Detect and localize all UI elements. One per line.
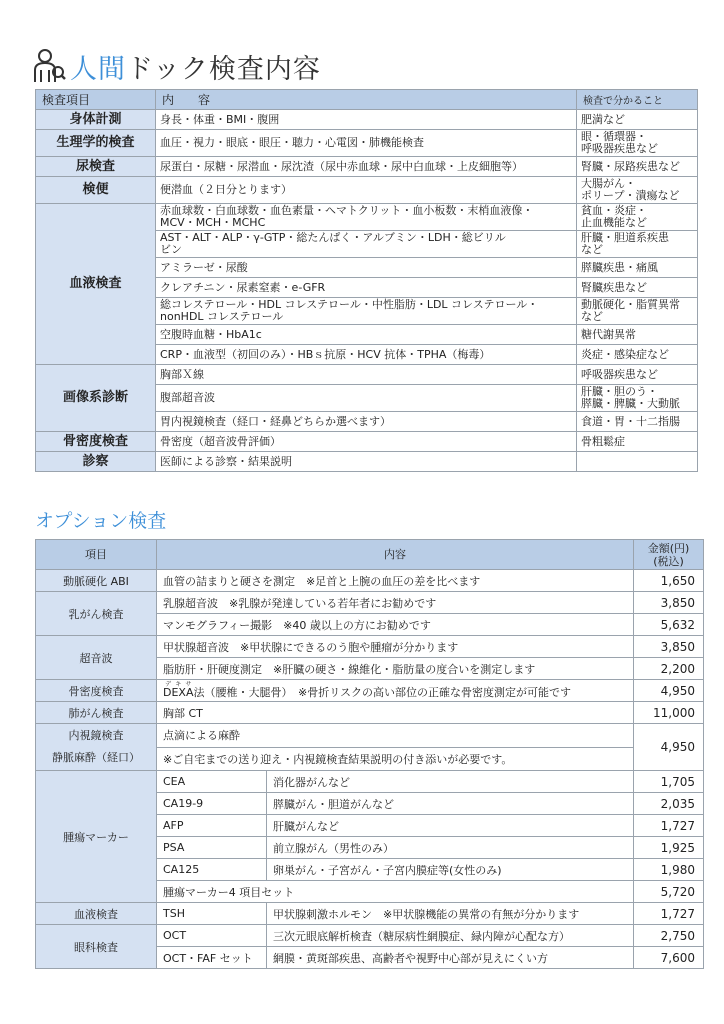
content-cell: 胸部Ｘ線 [156, 365, 577, 385]
option-table [35, 539, 704, 969]
content-cell: 尿蛋白・尿糖・尿潜血・尿沈渣（尿中赤血球・尿中白血球・上皮細胞等） [156, 157, 577, 177]
category-cell: 眼科検査 [36, 925, 157, 969]
category-cell: 動脈硬化 ABI [36, 570, 157, 592]
header-content: 内 容 [156, 90, 577, 110]
marker-name-cell: CEA [157, 771, 267, 793]
table-row [36, 724, 704, 748]
content-note-cell: ※ご自宅までの送り迎え・内視鏡検査結果説明の付き添いが必要です。 [157, 747, 634, 771]
price-cell: 5,720 [634, 881, 704, 903]
price-cell: 3,850 [634, 636, 704, 658]
test-name-cell: OCT [157, 925, 267, 947]
test-desc-cell: 三次元眼底解析検査（糖尿病性網膜症、緑内障が心配な方） [267, 925, 634, 947]
category-cell: 乳がん検査 [36, 592, 157, 636]
content-cell: アミラーゼ・尿酸 [156, 258, 577, 278]
header-item: 検査項目 [36, 90, 156, 110]
content-cell: 身長・体重・BMI・腹囲 [156, 110, 577, 130]
category-cell: 骨密度検査 [36, 680, 157, 702]
content-cell: 腹部超音波 [156, 385, 577, 412]
result-cell: 腎臓疾患など [577, 278, 698, 298]
content-cell: 脂肪肝・肝硬度測定 ※肝臓の硬さ・線維化・脂肪量の度合いを測定します [157, 658, 634, 680]
result-cell: 眼・循環器・ 呼吸器疾患など [577, 130, 698, 157]
price-cell: 7,600 [634, 947, 704, 969]
content-cell: マンモグラフィー撮影 ※40 歳以上の方にお勧めです [157, 614, 634, 636]
content-cell: DEXAデキサ法（腰椎・大腿骨） ※骨折リスクの高い部位の正確な骨密度測定が可能です [157, 680, 634, 702]
category-cell: 超音波 [36, 636, 157, 680]
marker-name-cell: AFP [157, 815, 267, 837]
result-cell: 糖代謝異常 [577, 325, 698, 345]
result-cell: 食道・胃・十二指腸 [577, 412, 698, 432]
marker-desc-cell: 卵巣がん・子宮がん・子宮内膜症等(女性のみ) [267, 859, 634, 881]
table-row [36, 365, 698, 385]
table-row [36, 636, 704, 658]
dexa-ruby: DEXAデキサ [163, 680, 194, 699]
category-cell: 血液検査 [36, 204, 156, 365]
category-cell: 身体計測 [36, 110, 156, 130]
marker-name-cell: CA125 [157, 859, 267, 881]
content-cell: 総コレステロール・HDL コレステロール・中性脂肪・LDL コレステロール・ nonHDL コレステロール [156, 298, 577, 325]
result-cell: 肥満など [577, 110, 698, 130]
price-cell: 1,727 [634, 903, 704, 925]
content-cell: クレアチニン・尿素窒素・e-GFR [156, 278, 577, 298]
price-cell: 2,750 [634, 925, 704, 947]
test-name-cell: OCT・FAF セット [157, 947, 267, 969]
marker-desc-cell: 前立腺がん（男性のみ） [267, 837, 634, 859]
table-row [36, 452, 698, 472]
price-cell: 1,650 [634, 570, 704, 592]
table-header-row [36, 90, 698, 110]
content-cell: 便潜血（２日分とります） [156, 177, 577, 204]
person-checkup-icon [32, 48, 66, 84]
category-cell: 画像系診断 [36, 365, 156, 432]
category-cell: 骨密度検査 [36, 432, 156, 452]
test-desc-cell: 網膜・黄斑部疾患、高齢者や視野中心部が見えにくい方 [267, 947, 634, 969]
table-row [36, 570, 704, 592]
result-cell: 肝臓・胆道系疾患 など [577, 231, 698, 258]
price-cell: 4,950 [634, 680, 704, 702]
content-cell: 空腹時血糖・HbA1c [156, 325, 577, 345]
table-row [36, 157, 698, 177]
price-cell: 1,980 [634, 859, 704, 881]
page-title: 人間ドック検査内容 [70, 53, 321, 85]
result-cell: 肝臓・胆のう・ 膵臓・脾臓・大動脈 [577, 385, 698, 412]
header-content: 内容 [157, 540, 634, 570]
marker-desc-cell: 消化器がんなど [267, 771, 634, 793]
content-cell: 胸部 CT [157, 702, 634, 724]
table-row [36, 177, 698, 204]
price-cell: 1,727 [634, 815, 704, 837]
content-cell: 点滴による麻酔 [157, 724, 634, 748]
result-cell: 呼吸器疾患など [577, 365, 698, 385]
category-cell: 肺がん検査 [36, 702, 157, 724]
price-cell: 2,200 [634, 658, 704, 680]
category-cell: 内視鏡検査 静脈麻酔（経口） [36, 724, 157, 771]
price-cell: 2,035 [634, 793, 704, 815]
content-cell: 血圧・視力・眼底・眼圧・聴力・心電図・肺機能検査 [156, 130, 577, 157]
header-item: 項目 [36, 540, 157, 570]
table-row [36, 925, 704, 947]
table-row [36, 680, 704, 702]
table-row [36, 432, 698, 452]
test-desc-cell: 甲状腺刺激ホルモン ※甲状腺機能の異常の有無が分かります [267, 903, 634, 925]
content-cell: 胃内視鏡検査（経口・経鼻どちらか選べます） [156, 412, 577, 432]
header-price: 金額(円) (税込) [634, 540, 704, 570]
content-cell: 血管の詰まりと硬さを測定 ※足首と上腕の血圧の差を比べます [157, 570, 634, 592]
content-cell: AST・ALT・ALP・γ-GTP・総たんぱく・アルブミン・LDH・総ビリル ビン [156, 231, 577, 258]
table-row [36, 702, 704, 724]
price-cell: 4,950 [634, 724, 704, 771]
result-cell: 膵臓疾患・痛風 [577, 258, 698, 278]
content-cell: 赤血球数・白血球数・血色素量・ヘマトクリット・血小板数・末梢血液像・ MCV・MCH・MCHC [156, 204, 577, 231]
marker-desc-cell: 肝臓がんなど [267, 815, 634, 837]
category-cell: 検便 [36, 177, 156, 204]
marker-name-cell: CA19-9 [157, 793, 267, 815]
content-cell: CRP・血液型（初回のみ）・HBｓ抗原・HCV 抗体・TPHA（梅毒） [156, 345, 577, 365]
result-cell: 動脈硬化・脂質異常 など [577, 298, 698, 325]
marker-set-cell: 腫瘍マーカー4 項目セット [157, 881, 634, 903]
category-cell: 尿検査 [36, 157, 156, 177]
checkup-table [35, 89, 698, 472]
table-header-row [36, 540, 704, 570]
result-cell: 炎症・感染症など [577, 345, 698, 365]
result-cell [577, 452, 698, 472]
result-cell: 貧血・炎症・ 止血機能など [577, 204, 698, 231]
price-cell: 1,705 [634, 771, 704, 793]
table-row [36, 771, 704, 793]
price-cell: 5,632 [634, 614, 704, 636]
content-cell: 乳腺超音波 ※乳腺が発達している若年者にお勧めです [157, 592, 634, 614]
content-cell: 甲状腺超音波 ※甲状腺にできるのう胞や腫瘤が分かります [157, 636, 634, 658]
marker-name-cell: PSA [157, 837, 267, 859]
table-row [36, 903, 704, 925]
result-cell: 骨粗鬆症 [577, 432, 698, 452]
page-title-row [32, 46, 321, 86]
table-row [36, 592, 704, 614]
category-cell: 血液検査 [36, 903, 157, 925]
category-cell: 診察 [36, 452, 156, 472]
option-section-title: オプション検査 [35, 510, 167, 532]
result-cell: 大腸がん・ ポリープ・潰瘍など [577, 177, 698, 204]
price-cell: 11,000 [634, 702, 704, 724]
price-cell: 1,925 [634, 837, 704, 859]
content-cell: 医師による診察・結果説明 [156, 452, 577, 472]
table-row [36, 204, 698, 231]
content-cell: 骨密度（超音波骨評価） [156, 432, 577, 452]
result-cell: 腎臓・尿路疾患など [577, 157, 698, 177]
header-result: 検査で分かること [577, 90, 698, 110]
category-cell: 生理学的検査 [36, 130, 156, 157]
table-row [36, 110, 698, 130]
test-name-cell: TSH [157, 903, 267, 925]
table-row [36, 130, 698, 157]
marker-desc-cell: 膵臓がん・胆道がんなど [267, 793, 634, 815]
category-cell: 腫瘍マーカー [36, 771, 157, 903]
price-cell: 3,850 [634, 592, 704, 614]
